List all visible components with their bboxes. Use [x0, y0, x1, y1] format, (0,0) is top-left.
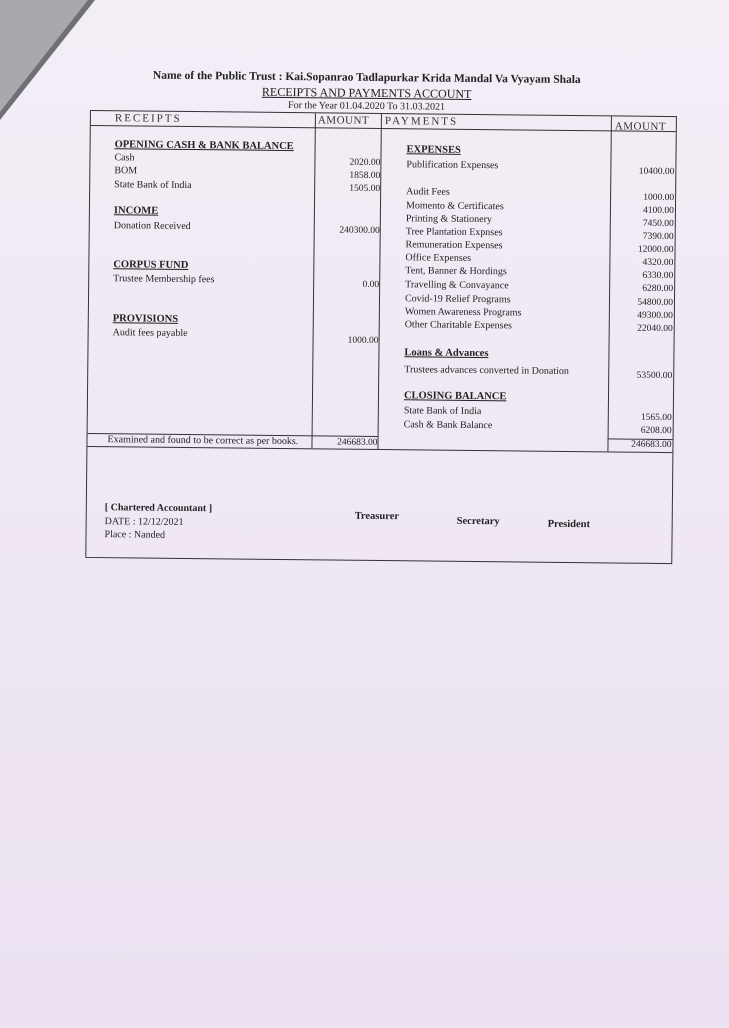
treasurer-signature: Treasurer [354, 510, 400, 523]
payment-label: Tent, Banner & Hordings [405, 265, 507, 278]
payment-label: Tree Plantation Expnses [405, 226, 503, 239]
payment-amount: 6330.00 [642, 270, 674, 282]
loans-heading: Loans & Advances [404, 347, 489, 360]
payment-amount: 1000.00 [643, 192, 675, 204]
payment-amount: 53500.00 [636, 370, 673, 382]
closing-balance-heading: CLOSING BALANCE [403, 390, 507, 403]
table-bottom-rule [87, 446, 672, 453]
payment-amount: 10400.00 [638, 166, 675, 178]
payment-amount: 4320.00 [642, 257, 674, 269]
trust-name: Name of the Public Trust : Kai.Sopanrao Tadlapurkar Krida Mandal Va Vyayam Shala [152, 69, 581, 87]
chartered-accountant: [ Chartered Accountant ] [104, 502, 213, 515]
receipt-amount: 240300.00 [339, 225, 380, 236]
payments-total: 246683.00 [631, 439, 672, 451]
header-rule [91, 125, 676, 132]
examined-note: Examined and found to be correct as per books. [107, 434, 299, 448]
receipt-label: BOM [114, 165, 138, 177]
president-signature: President [547, 518, 591, 531]
payment-label: Women Awareness Programs [404, 306, 522, 319]
payment-amount: 22040.00 [637, 323, 673, 335]
receipt-amount: 1000.00 [347, 335, 379, 346]
provisions-heading: PROVISIONS [112, 313, 179, 325]
payment-amount: 1565.00 [640, 412, 672, 424]
receipt-label: Donation Received [113, 220, 191, 233]
receipt-label: Cash [114, 152, 135, 164]
amount-header-left: AMOUNT [317, 114, 370, 127]
payment-label: Audit Fees [406, 186, 450, 198]
payment-label: Travelling & Convayance [405, 279, 509, 292]
payment-label: Covid-19 Relief Programs [404, 293, 511, 306]
receipt-amount: 1505.00 [349, 183, 381, 194]
payments-header: PAYMENTS [384, 115, 459, 128]
income-heading: INCOME [113, 205, 159, 217]
payment-amount: 49300.00 [637, 310, 673, 322]
receipt-label: Trustee Membership fees [113, 273, 215, 286]
accounts-table [85, 110, 677, 564]
payment-label: Cash & Bank Balance [403, 419, 493, 432]
receipt-label: Audit fees payable [112, 327, 188, 339]
payment-amount: 7390.00 [642, 231, 674, 243]
receipt-amount: 1858.00 [349, 170, 381, 181]
amount-header-right: AMOUNT [614, 120, 667, 133]
payment-label: Trustees advances converted in Donation [404, 364, 569, 377]
payment-label: State Bank of India [403, 405, 482, 418]
period: For the Year 01.04.2020 To 31.03.2021 [288, 100, 446, 113]
signing-place: Place : Nanded [104, 529, 166, 541]
payment-label: Other Charitable Expenses [404, 319, 512, 332]
expenses-heading: EXPENSES [406, 144, 461, 156]
secretary-signature: Secretary [456, 515, 500, 528]
receipts-total: 246683.00 [337, 437, 378, 448]
receipt-amount: 0.00 [362, 279, 380, 290]
signing-date: DATE : 12/12/2021 [104, 516, 184, 528]
payment-label: Momento & Certificates [405, 200, 504, 213]
receipt-label: State Bank of India [114, 179, 192, 192]
receipt-amount: 2020.00 [349, 157, 381, 168]
payment-amount: 6280.00 [642, 283, 674, 295]
payment-label: Publification Expenses [406, 159, 499, 172]
receipts-header: RECEIPTS [114, 112, 182, 125]
payment-label: Office Expenses [405, 252, 472, 264]
payment-amount: 4100.00 [643, 205, 674, 217]
payment-label: Remuneration Expenses [405, 239, 503, 252]
corpus-fund-heading: CORPUS FUND [113, 259, 189, 271]
opening-balance-heading: OPENING CASH & BANK BALANCE [114, 139, 294, 153]
payment-amount: 6208.00 [640, 425, 672, 437]
account-title: RECEIPTS AND PAYMENTS ACCOUNT [261, 84, 472, 101]
payment-amount: 7450.00 [642, 218, 674, 230]
payment-amount: 54800.00 [637, 297, 674, 309]
payment-amount: 12000.00 [637, 244, 674, 256]
payment-label: Printing & Stationery [405, 213, 493, 226]
